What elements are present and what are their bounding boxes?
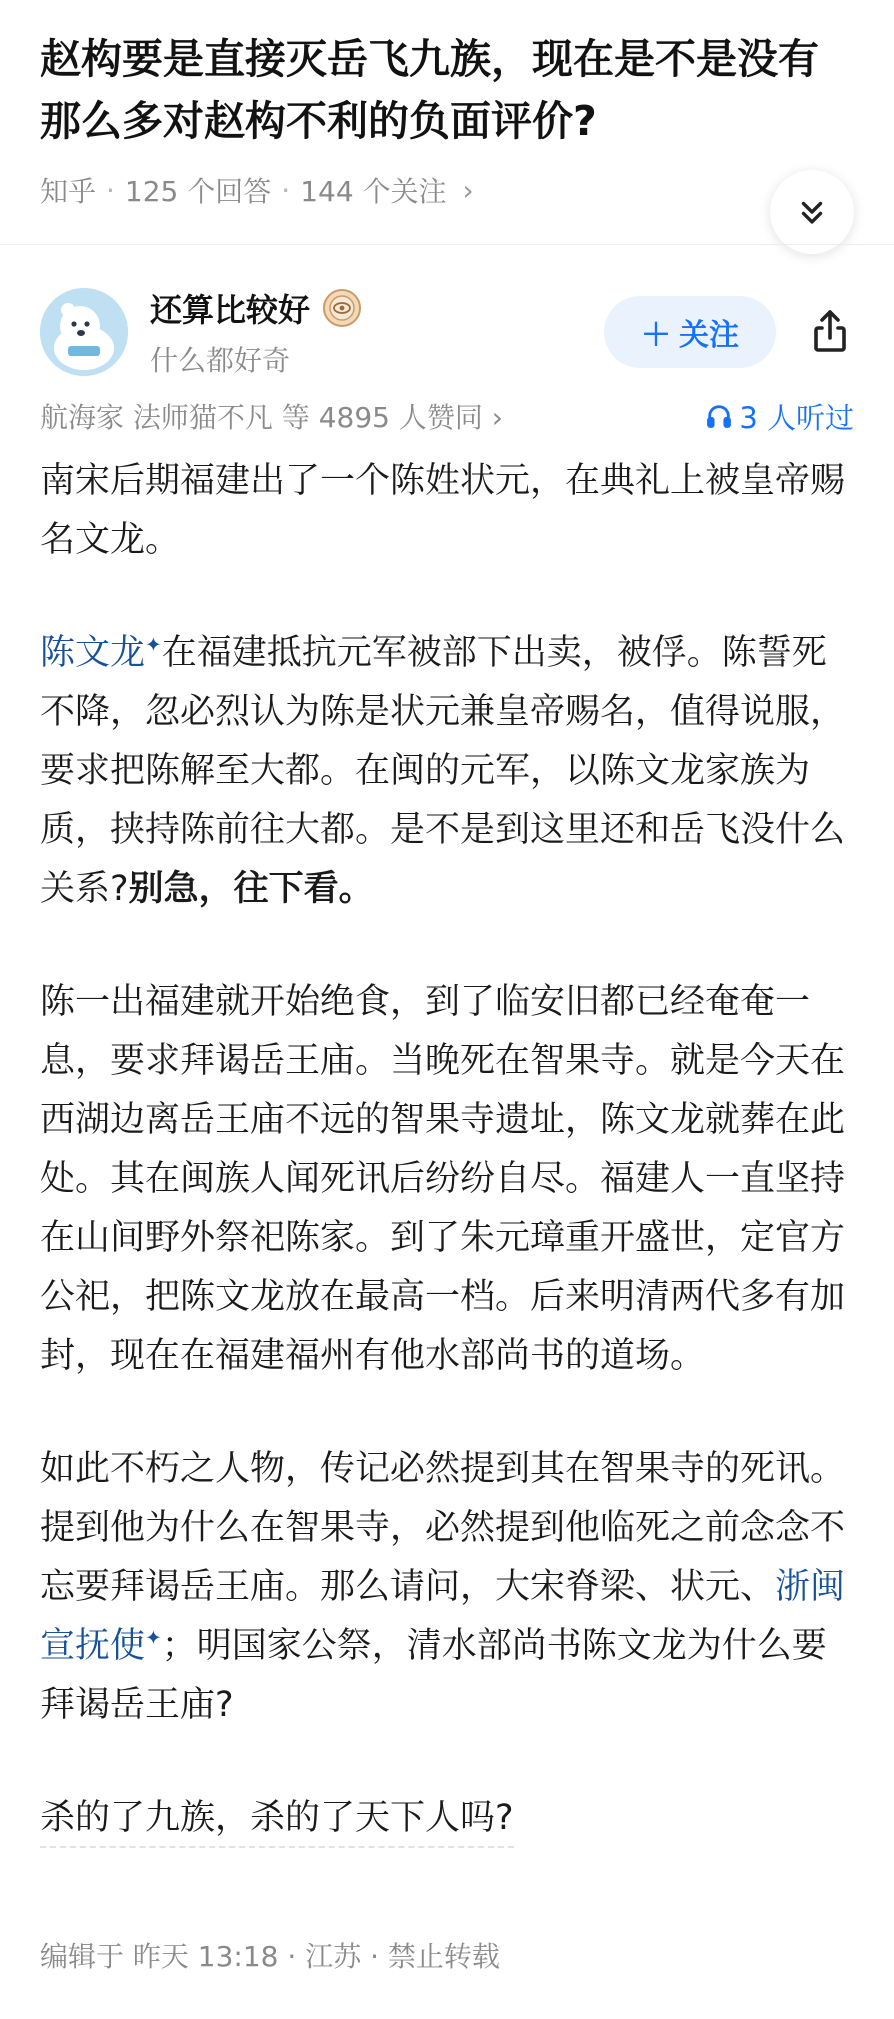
closing-line: 杀的了九族，杀的了天下人吗? [40,1790,514,1848]
answer-count: 125 个回答 [124,175,272,208]
edit-info: 编辑于 昨天 13:18 · 江苏 · 禁止转载 [40,1940,500,1973]
question-source: 知乎 [40,175,97,208]
paragraph: 陈文龙✦在福建抵抗元军被部下出卖，被俘。陈誓死不降，忽必烈认为陈是状元兼皇帝赐名，值得说服，要求把陈解至大都。在闽的元军，以陈文龙家族为质，挟持陈前往大都。是不是到这里还和岳飞没什么关系?别急，往下看。 [40,632,846,909]
link-zhemin-xuanfushi[interactable]: 浙闽宣抚使✦ [40,1567,846,1666]
agree-summary[interactable] [40,396,503,436]
plus-icon: ＋ [641,318,671,353]
question-meta[interactable] [40,170,854,210]
paragraph [40,1789,860,1848]
meta-separator: · [106,173,115,207]
headphones-icon [705,402,733,430]
double-chevron-down-icon [795,195,829,229]
listen-count[interactable] [705,396,854,437]
paragraph: 南宋后期福建出了一个陈姓状元，在典礼上被皇帝赐名文龙。 [40,461,846,560]
eye-badge-icon[interactable] [322,288,362,328]
share-icon[interactable] [806,308,854,356]
section-divider [0,244,894,245]
author-name[interactable]: 还算比较好 [150,291,311,329]
follow-button[interactable] [604,296,776,368]
author-bio: 什么都好奇 [150,344,291,377]
question-title[interactable]: 赵构要是直接灭岳飞九族，现在是不是没有那么多对赵构不利的负面评价? [40,35,819,145]
meta-separator: · [281,173,291,207]
chevron-right-icon: › [462,173,474,207]
answer-content [40,452,860,1848]
agree-text: 航海家 法师猫不凡 等 4895 人赞同 [40,401,483,434]
paragraph: 陈一出福建就开始绝食，到了临安旧都已经奄奄一息，要求拜谒岳王庙。当晚死在智果寺。就是今天在西湖边离岳王庙不远的智果寺遗址，陈文龙就葬在此处。其在闽族人闻死讯后纷纷自尽。福建人一直坚持在山间野外祭祀陈家。到了朱元璋重开盛世，定官方公祀，把陈文龙放在最高一档。后来明清两代多有加封，现在在福建福州有他水部尚书的道场。 [40,982,846,1376]
question-header [0,0,894,210]
avatar[interactable] [40,288,128,376]
paragraph: 如此不朽之人物，传记必然提到其在智果寺的死讯。提到他为什么在智果寺，必然提到他临死之前念念不忘要拜谒岳王庙。那么请问，大宋脊梁、状元、浙闽宣抚使✦；明国家公祭，清水部尚书陈文龙为什么要拜谒岳王庙? [40,1449,846,1725]
follow-label: 关注 [679,318,739,353]
link-chen-wenlong[interactable]: 陈文龙✦ [40,632,162,673]
chevron-right-icon: › [491,401,503,434]
follower-count: 144 个关注 [300,175,447,208]
collapse-button[interactable] [770,170,854,254]
author-row [40,282,854,382]
listen-text: 3 人听过 [739,400,854,435]
stats-row [40,394,854,438]
